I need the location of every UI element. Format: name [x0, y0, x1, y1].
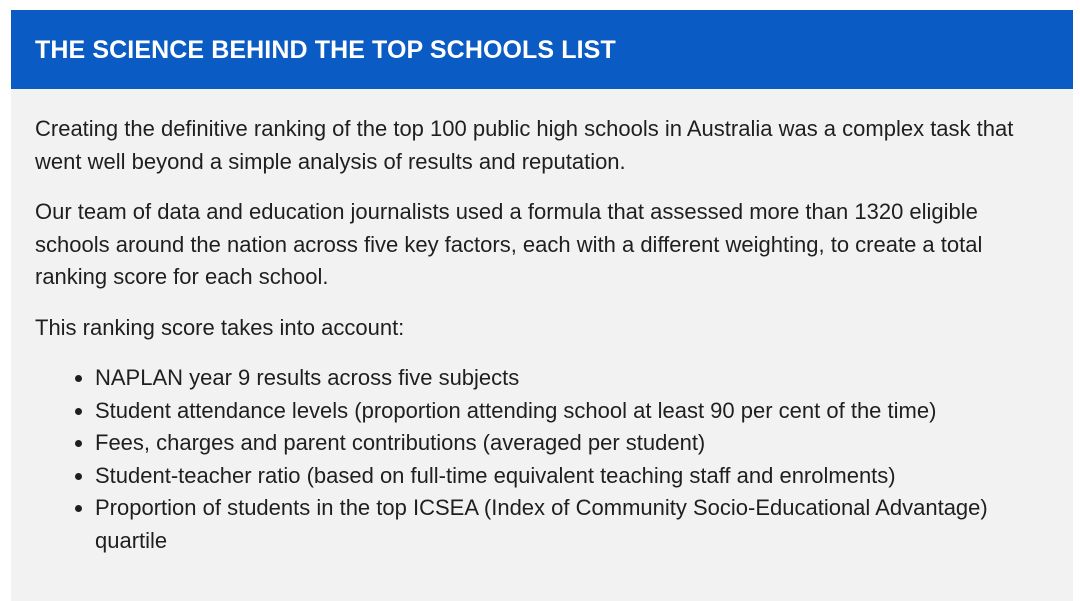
intro-paragraph: Creating the definitive ranking of the top 100 public high schools in Australia was a complex task that went well beyond a simple analysis of results and reputation. [35, 116, 1014, 174]
panel-header [11, 10, 1073, 89]
list-item: • Student-teacher ratio (based on full-time equivalent teaching staff and enrolments) [95, 460, 1049, 493]
ranking-factors-list [35, 362, 1049, 557]
methodology-paragraph: Our team of data and education journalists used a formula that assessed more than 1320 eligible schools around the nation across five key factors, each with a different weighting, to create a total ranking score for each school. [35, 199, 983, 289]
list-item: • Fees, charges and parent contributions (averaged per student) [95, 427, 1049, 460]
factors-intro-paragraph: This ranking score takes into account: [35, 314, 405, 340]
list-item: • Proportion of students in the top ICSEA (Index of Community Socio-Educational Advantage) quartile [95, 492, 1049, 557]
panel-body [11, 89, 1073, 557]
info-panel [11, 10, 1073, 601]
panel-title: THE SCIENCE BEHIND THE TOP SCHOOLS LIST [35, 36, 616, 64]
list-item: • Student attendance levels (proportion attending school at least 90 per cent of the time) [95, 395, 1049, 428]
list-item: • NAPLAN year 9 results across five subjects [95, 362, 1049, 395]
